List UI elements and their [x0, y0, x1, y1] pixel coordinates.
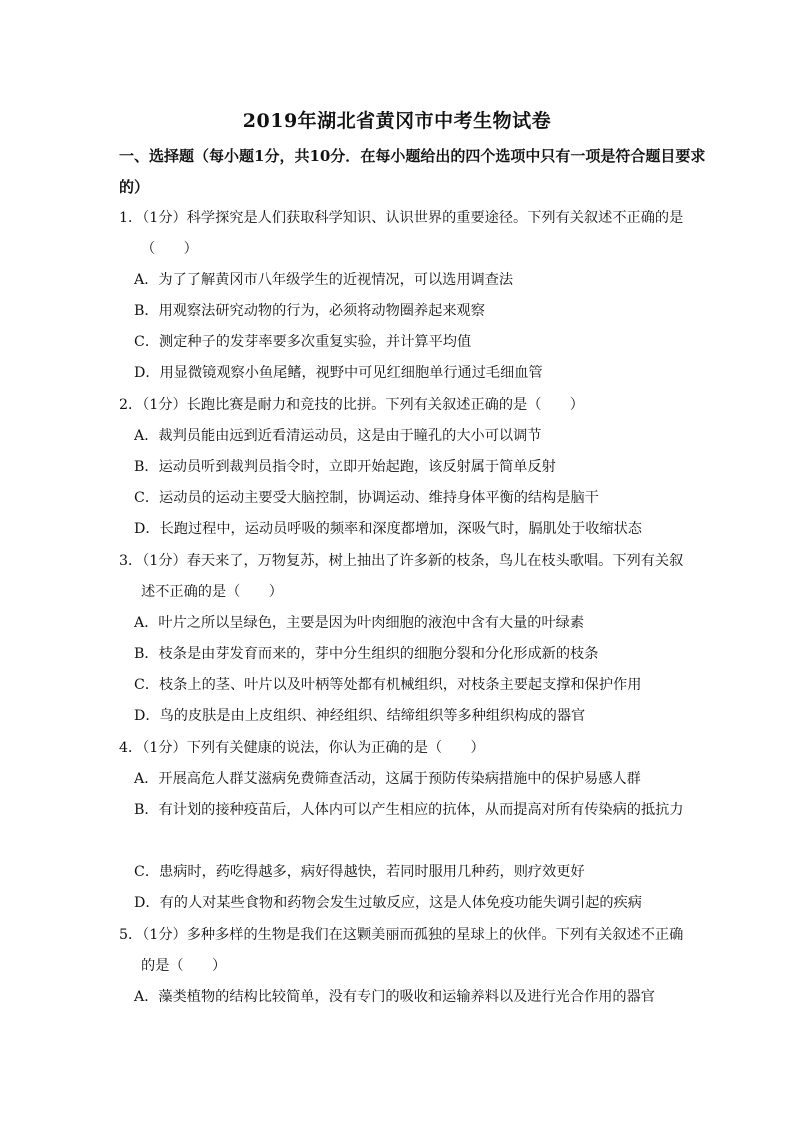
- question-1: [119, 203, 684, 265]
- question-3-option-a: A．叶片之所以呈绿色，主要是因为叶肉细胞的液泡中含有大量的叶绿素: [134, 615, 585, 631]
- section-heading-line-1: 一、选择题（每小题1分，共10分．在每小题给出的四个选项中只有一项是符合题目要求: [119, 147, 706, 165]
- question-5-stem-cont: 的是（ ）: [141, 958, 227, 974]
- question-2-option-c: C．运动员的运动主要受大脑控制，协调运动、维持身体平衡的结构是脑干: [134, 490, 599, 506]
- question-4: [119, 733, 679, 764]
- question-4-stem: 4．（1分）下列有关健康的说法，你认为正确的是（ ）: [119, 740, 485, 756]
- question-2-option-b: B．运动员听到裁判员指令时，立即开始起跑，该反射属于简单反射: [134, 459, 556, 475]
- question-4-option-a: A．开展高危人群艾滋病免费筛查活动，这属于预防传染病措施中的保护易感人群: [134, 771, 641, 787]
- question-2-option-a: A．裁判员能由远到近看清运动员，这是由于瞳孔的大小可以调节: [134, 428, 542, 444]
- question-4-option-d: D．有的人对某些食物和药物会发生过敏反应，这是人体免疫功能失调引起的疾病: [134, 895, 642, 911]
- section-heading-line-2: 的）: [119, 178, 150, 196]
- question-2-stem: 2．（1分）长跑比赛是耐力和竞技的比拼。下列有关叙述正确的是（ ）: [119, 397, 584, 413]
- question-3-option-d: D．鸟的皮肤是由上皮组织、神经组织、结缔组织等多种组织构成的器官: [134, 708, 586, 724]
- question-3-option-b: B．枝条是由芽发育而来的，芽中分生组织的细胞分裂和分化形成新的枝条: [134, 646, 599, 662]
- question-1-option-a: A．为了了解黄冈市八年级学生的近视情况，可以选用调查法: [134, 272, 514, 288]
- question-3-stem-cont: 述不正确的是（ ）: [141, 584, 283, 600]
- question-3: [119, 546, 684, 608]
- question-5-option-a: A．藻类植物的结构比较简单，没有专门的吸收和运输养料以及进行光合作用的器官: [134, 989, 655, 1005]
- question-3-option-c: C．枝条上的茎、叶片以及叶柄等处都有机械组织，对枝条主要起支撑和保护作用: [134, 677, 642, 693]
- question-1-option-c: C．测定种子的发芽率要多次重复实验，并计算平均值: [134, 334, 472, 350]
- question-1-stem-cont: （ ）: [141, 241, 198, 257]
- question-4-option-c: C．患病时，药吃得越多，病好得越快，若同时服用几种药，则疗效更好: [134, 864, 585, 880]
- question-2-option-d: D．长跑过程中，运动员呼吸的频率和深度都增加，深吸气时，膈肌处于收缩状态: [134, 521, 642, 537]
- question-5: [119, 920, 684, 982]
- page-title: 2019年湖北省黄冈市中考生物试卷: [242, 110, 552, 132]
- section-heading: [119, 141, 706, 203]
- question-1-option-d: D．用显微镜观察小鱼尾鳍，视野中可见红细胞单行通过毛细血管: [134, 365, 543, 381]
- question-4-option-b: B．有计划的接种疫苗后，人体内可以产生相应的抗体，从而提高对所有传染病的抵抗力: [134, 802, 684, 818]
- question-1-stem: 1．（1分）科学探究是人们获取科学知识、认识世界的重要途径。下列有关叙述不正确的是: [119, 210, 684, 226]
- question-5-stem: 5．（1分）多种多样的生物是我们在这颗美丽而孤独的星球上的伙伴。下列有关叙述不正确: [119, 927, 684, 943]
- question-3-stem: 3．（1分）春天来了，万物复苏，树上抽出了许多新的枝条，鸟儿在枝头歌唱。下列有关叙: [119, 553, 684, 569]
- question-2: [119, 390, 679, 421]
- question-1-option-b: B．用观察法研究动物的行为，必须将动物圈养起来观察: [134, 303, 485, 319]
